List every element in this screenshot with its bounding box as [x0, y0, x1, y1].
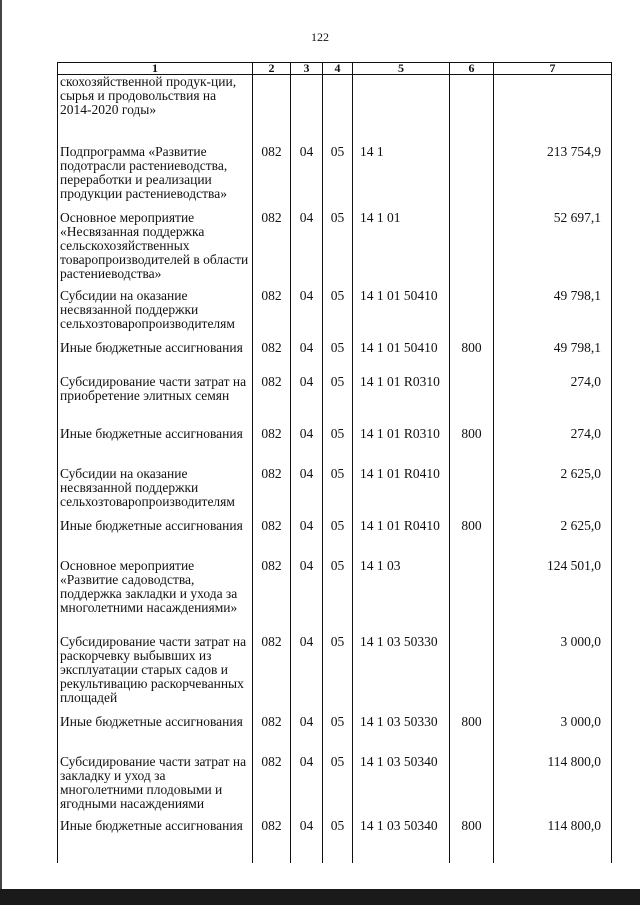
row-section-cell: 04	[291, 715, 323, 755]
row-amount-cell: 114 800,0	[494, 819, 612, 863]
row-name-cell: Субсидии на оказание несвязанной поддержки сельхозтоваропроизводителям	[58, 467, 253, 519]
row-expense-type-cell	[450, 559, 494, 635]
row-subsection-cell: 05	[323, 427, 353, 467]
row-grbs-cell: 082	[253, 715, 291, 755]
table-row	[58, 715, 612, 755]
row-target-article-cell: 14 1 03 50330	[353, 635, 450, 715]
column-header: 3	[291, 63, 323, 75]
row-section-cell: 04	[291, 211, 323, 289]
row-section-cell: 04	[291, 145, 323, 211]
row-subsection-cell: 05	[323, 559, 353, 635]
row-amount-cell: 52 697,1	[494, 211, 612, 289]
row-amount-cell: 3 000,0	[494, 635, 612, 715]
table-row	[58, 145, 612, 211]
row-subsection-cell: 05	[323, 519, 353, 559]
column-header: 7	[494, 63, 612, 75]
row-subsection-cell: 05	[323, 211, 353, 289]
row-subsection-cell: 05	[323, 289, 353, 341]
row-grbs-cell: 082	[253, 375, 291, 427]
row-expense-type-cell	[450, 755, 494, 819]
row-grbs-cell: 082	[253, 341, 291, 375]
scan-left-edge	[0, 0, 2, 905]
row-name-cell: Субсидирование части затрат на закладку и уход за многолетними плодовыми и ягодными насаждениями	[58, 755, 253, 819]
row-section-cell: 04	[291, 519, 323, 559]
table-row	[58, 289, 612, 341]
row-grbs-cell: 082	[253, 635, 291, 715]
row-subsection-cell	[323, 75, 353, 145]
table-row	[58, 75, 612, 145]
row-expense-type-cell	[450, 75, 494, 145]
row-expense-type-cell: 800	[450, 341, 494, 375]
row-amount-cell: 124 501,0	[494, 559, 612, 635]
row-name-cell: Иные бюджетные ассигнования	[58, 341, 253, 375]
row-section-cell: 04	[291, 427, 323, 467]
row-amount-cell: 49 798,1	[494, 289, 612, 341]
page-number: 122	[311, 30, 329, 44]
row-grbs-cell	[253, 75, 291, 145]
table-row	[58, 467, 612, 519]
row-target-article-cell: 14 1 03	[353, 559, 450, 635]
row-target-article-cell: 14 1	[353, 145, 450, 211]
row-subsection-cell: 05	[323, 819, 353, 863]
table-header-row	[58, 63, 612, 75]
row-amount-cell: 2 625,0	[494, 467, 612, 519]
table-row	[58, 559, 612, 635]
table-row	[58, 819, 612, 863]
row-amount-cell: 213 754,9	[494, 145, 612, 211]
row-grbs-cell: 082	[253, 559, 291, 635]
row-target-article-cell: 14 1 01 R0310	[353, 427, 450, 467]
row-target-article-cell: 14 1 01 R0410	[353, 519, 450, 559]
row-target-article-cell: 14 1 03 50330	[353, 715, 450, 755]
row-target-article-cell: 14 1 03 50340	[353, 819, 450, 863]
row-grbs-cell: 082	[253, 819, 291, 863]
column-header: 6	[450, 63, 494, 75]
row-subsection-cell: 05	[323, 375, 353, 427]
column-header: 2	[253, 63, 291, 75]
row-grbs-cell: 082	[253, 145, 291, 211]
row-expense-type-cell: 800	[450, 819, 494, 863]
row-subsection-cell: 05	[323, 715, 353, 755]
row-expense-type-cell	[450, 375, 494, 427]
row-grbs-cell: 082	[253, 211, 291, 289]
row-subsection-cell: 05	[323, 635, 353, 715]
row-subsection-cell: 05	[323, 341, 353, 375]
row-name-cell: Субсидии на оказание несвязанной поддержки сельхозтоваропроизводителям	[58, 289, 253, 341]
row-name-cell: Субсидирование части затрат на раскорчевку выбывших из эксплуатации старых садов и рекультивацию раскорчеванных площадей	[58, 635, 253, 715]
row-section-cell	[291, 75, 323, 145]
row-amount-cell: 114 800,0	[494, 755, 612, 819]
row-section-cell: 04	[291, 467, 323, 519]
row-section-cell: 04	[291, 755, 323, 819]
row-section-cell: 04	[291, 819, 323, 863]
row-target-article-cell: 14 1 01 50410	[353, 289, 450, 341]
row-target-article-cell	[353, 75, 450, 145]
row-subsection-cell: 05	[323, 145, 353, 211]
table-row	[58, 427, 612, 467]
row-name-cell: Иные бюджетные ассигнования	[58, 519, 253, 559]
row-name-cell: Иные бюджетные ассигнования	[58, 715, 253, 755]
row-target-article-cell: 14 1 01 R0310	[353, 375, 450, 427]
row-grbs-cell: 082	[253, 289, 291, 341]
table-row	[58, 755, 612, 819]
row-expense-type-cell: 800	[450, 427, 494, 467]
row-name-cell: Иные бюджетные ассигнования	[58, 819, 253, 863]
row-amount-cell: 274,0	[494, 375, 612, 427]
column-header: 1	[58, 63, 253, 75]
table-row	[58, 211, 612, 289]
row-amount-cell: 2 625,0	[494, 519, 612, 559]
row-amount-cell	[494, 75, 612, 145]
row-amount-cell: 274,0	[494, 427, 612, 467]
budget-table	[57, 62, 612, 863]
row-expense-type-cell	[450, 211, 494, 289]
scan-bottom-edge	[0, 889, 640, 905]
row-name-cell: Субсидирование части затрат на приобретение элитных семян	[58, 375, 253, 427]
row-amount-cell: 3 000,0	[494, 715, 612, 755]
column-header: 5	[353, 63, 450, 75]
row-expense-type-cell: 800	[450, 519, 494, 559]
row-section-cell: 04	[291, 375, 323, 427]
row-amount-cell: 49 798,1	[494, 341, 612, 375]
row-name-cell: Подпрограмма «Развитие подотрасли растениеводства, переработки и реализации продукции растениеводства»	[58, 145, 253, 211]
row-grbs-cell: 082	[253, 427, 291, 467]
row-expense-type-cell	[450, 145, 494, 211]
table-body	[58, 75, 612, 863]
row-name-cell: Основное мероприятие «Несвязанная поддержка сельскохозяйственных товаропроизводителей в области растениеводства»	[58, 211, 253, 289]
row-section-cell: 04	[291, 559, 323, 635]
row-expense-type-cell	[450, 467, 494, 519]
row-subsection-cell: 05	[323, 755, 353, 819]
row-grbs-cell: 082	[253, 467, 291, 519]
column-header: 4	[323, 63, 353, 75]
row-grbs-cell: 082	[253, 519, 291, 559]
row-subsection-cell: 05	[323, 467, 353, 519]
row-target-article-cell: 14 1 01 R0410	[353, 467, 450, 519]
table-row	[58, 519, 612, 559]
row-expense-type-cell	[450, 635, 494, 715]
row-name-cell: Иные бюджетные ассигнования	[58, 427, 253, 467]
row-grbs-cell: 082	[253, 755, 291, 819]
row-target-article-cell: 14 1 01 50410	[353, 341, 450, 375]
row-target-article-cell: 14 1 03 50340	[353, 755, 450, 819]
row-section-cell: 04	[291, 289, 323, 341]
table-row	[58, 341, 612, 375]
table-row	[58, 635, 612, 715]
row-name-cell: скохозяйственной продук-ции, сырья и продовольствия на 2014-2020 годы»	[58, 75, 253, 145]
row-expense-type-cell	[450, 289, 494, 341]
row-name-cell: Основное мероприятие «Развитие садоводства, поддержка закладки и ухода за многолетними насаждениями»	[58, 559, 253, 635]
table-row	[58, 375, 612, 427]
row-section-cell: 04	[291, 635, 323, 715]
row-target-article-cell: 14 1 01	[353, 211, 450, 289]
row-expense-type-cell: 800	[450, 715, 494, 755]
row-section-cell: 04	[291, 341, 323, 375]
